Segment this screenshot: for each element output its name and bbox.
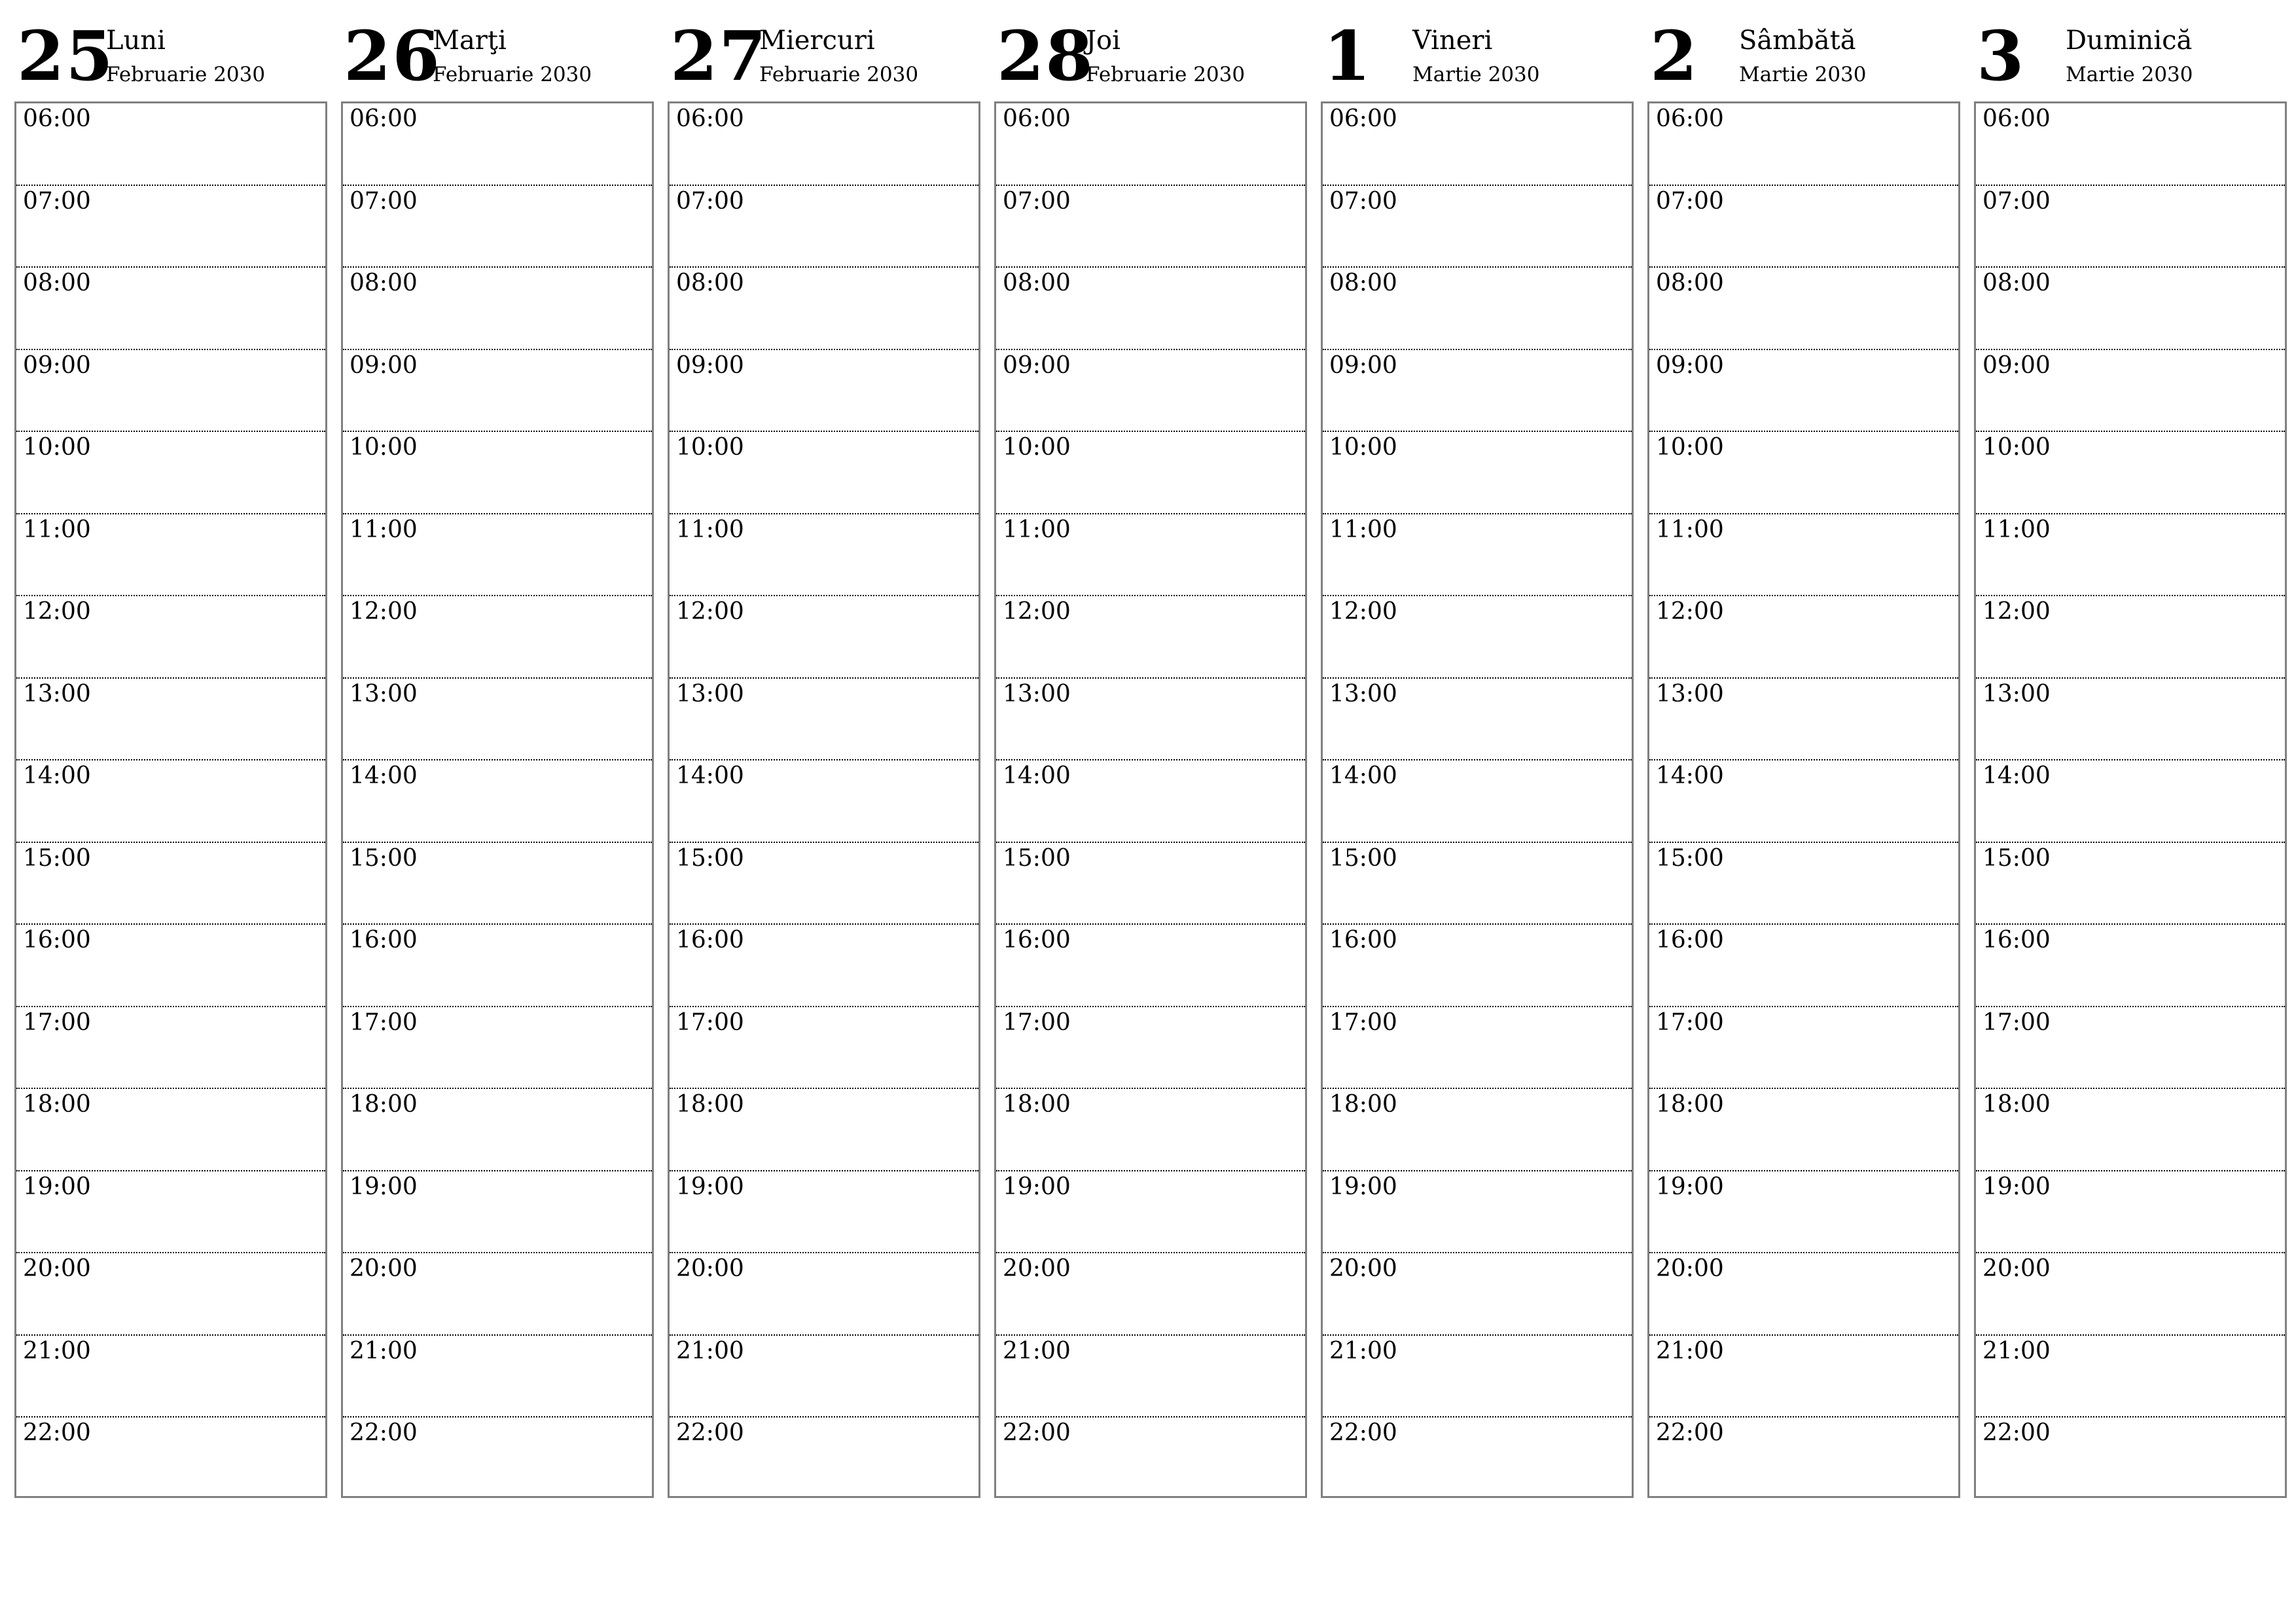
time-label: 15:00: [1656, 844, 1724, 872]
time-label: 10:00: [1329, 434, 1397, 461]
time-slot: [670, 843, 978, 925]
time-slot: [16, 843, 325, 925]
time-slot: [1649, 268, 1958, 350]
time-slot: [16, 103, 325, 186]
time-slot: [1976, 103, 2285, 186]
time-slot: [996, 760, 1305, 843]
time-slot: [996, 1007, 1305, 1090]
time-label: 12:00: [23, 598, 91, 625]
time-label: 14:00: [1982, 762, 2051, 789]
time-slot: [1323, 1007, 1632, 1090]
time-slot: [996, 596, 1305, 679]
time-slot: [16, 1089, 325, 1171]
day-number: 28: [997, 16, 1094, 96]
time-label: 09:00: [1329, 351, 1397, 379]
time-label: 19:00: [676, 1173, 744, 1200]
time-slot: [1323, 760, 1632, 843]
time-slot: [670, 350, 978, 433]
time-label: 16:00: [1329, 927, 1397, 954]
time-label: 06:00: [350, 105, 418, 132]
time-slot: [1323, 514, 1632, 597]
time-slot: [1649, 1336, 1958, 1418]
time-label: 11:00: [23, 516, 91, 543]
time-label: 16:00: [350, 927, 418, 954]
time-label: 12:00: [350, 598, 418, 625]
time-label: 15:00: [1982, 844, 2051, 872]
time-slot: [1976, 514, 2285, 597]
time-slot: [670, 1418, 978, 1500]
day-schedule-box: [1321, 101, 1634, 1498]
time-slot: [16, 596, 325, 679]
time-label: 06:00: [1656, 105, 1724, 132]
day-number: 3: [1977, 16, 2026, 96]
time-label: 09:00: [1982, 351, 2051, 379]
time-label: 22:00: [23, 1419, 91, 1446]
time-label: 15:00: [350, 844, 418, 872]
time-label: 09:00: [1003, 351, 1071, 379]
time-label: 18:00: [1003, 1091, 1071, 1118]
time-slot: [1323, 1418, 1632, 1500]
time-slot: [343, 1171, 652, 1254]
time-label: 20:00: [23, 1255, 91, 1282]
time-label: 06:00: [676, 105, 744, 132]
day-header: [1636, 0, 1948, 98]
time-label: 19:00: [1003, 1173, 1071, 1200]
time-slot: [1323, 843, 1632, 925]
time-slot: [1649, 514, 1958, 597]
time-label: 17:00: [1656, 1008, 1724, 1036]
time-slot: [1649, 350, 1958, 433]
time-label: 08:00: [1003, 270, 1071, 296]
time-label: 14:00: [676, 762, 744, 789]
time-label: 10:00: [1656, 434, 1724, 461]
time-label: 22:00: [1329, 1419, 1397, 1446]
time-label: 17:00: [1003, 1008, 1071, 1036]
time-slot: [16, 1253, 325, 1336]
time-slot: [1976, 268, 2285, 350]
time-label: 17:00: [1329, 1008, 1397, 1036]
time-label: 16:00: [676, 927, 744, 954]
time-slot: [1649, 103, 1958, 186]
time-slot: [16, 268, 325, 350]
time-label: 21:00: [1329, 1337, 1397, 1364]
time-label: 15:00: [1329, 844, 1397, 872]
time-label: 06:00: [1003, 105, 1071, 132]
time-label: 21:00: [676, 1337, 744, 1364]
day-name: Luni: [106, 26, 166, 56]
time-slot: [1323, 103, 1632, 186]
time-slot: [1323, 1336, 1632, 1418]
time-label: 18:00: [23, 1091, 91, 1118]
time-label: 21:00: [1003, 1337, 1071, 1364]
time-label: 21:00: [1656, 1337, 1724, 1364]
time-slot: [16, 432, 325, 514]
time-label: 12:00: [1982, 598, 2051, 625]
day-name: Joi: [1086, 26, 1121, 56]
time-slot: [670, 432, 978, 514]
time-slot: [16, 679, 325, 761]
day-schedule-box: [994, 101, 1307, 1498]
time-slot: [1649, 1171, 1958, 1254]
time-label: 06:00: [1982, 105, 2051, 132]
time-slot: [1976, 679, 2285, 761]
day-number: 1: [1323, 16, 1372, 96]
time-slot: [343, 103, 652, 186]
time-label: 16:00: [1656, 927, 1724, 954]
time-label: 11:00: [1656, 516, 1724, 543]
day-name: Duminică: [2066, 26, 2193, 56]
time-label: 20:00: [1003, 1255, 1071, 1282]
time-slot: [343, 1007, 652, 1090]
time-label: 20:00: [1329, 1255, 1397, 1282]
time-label: 15:00: [23, 844, 91, 872]
day-name: Sâmbătă: [1739, 26, 1856, 56]
time-label: 07:00: [1003, 187, 1071, 215]
time-slot: [670, 1007, 978, 1090]
time-label: 07:00: [23, 187, 91, 215]
day-name: Marţi: [433, 26, 507, 56]
time-slot: [996, 514, 1305, 597]
time-label: 17:00: [350, 1008, 418, 1036]
day-header: [982, 0, 1295, 98]
time-slot: [996, 843, 1305, 925]
time-slot: [670, 760, 978, 843]
day-month: Martie 2030: [2066, 63, 2193, 86]
time-label: 13:00: [350, 680, 418, 707]
time-slot: [343, 843, 652, 925]
time-label: 20:00: [350, 1255, 418, 1282]
day-month: Martie 2030: [1739, 63, 1867, 86]
time-label: 11:00: [1003, 516, 1071, 543]
day-month: Februarie 2030: [759, 63, 919, 86]
time-slot: [670, 186, 978, 268]
time-label: 11:00: [676, 516, 744, 543]
time-label: 13:00: [1982, 680, 2051, 707]
time-slot: [670, 1253, 978, 1336]
time-slot: [996, 1253, 1305, 1336]
time-slot: [1649, 679, 1958, 761]
time-label: 22:00: [1003, 1419, 1071, 1446]
time-slot: [670, 1336, 978, 1418]
time-slot: [1323, 350, 1632, 433]
time-slot: [996, 1336, 1305, 1418]
time-label: 14:00: [1329, 762, 1397, 789]
time-label: 22:00: [1982, 1419, 2051, 1446]
time-slot: [1323, 925, 1632, 1007]
time-label: 19:00: [1982, 1173, 2051, 1200]
time-slot: [670, 679, 978, 761]
time-label: 19:00: [1329, 1173, 1397, 1200]
time-slot: [1323, 1171, 1632, 1254]
time-slot: [343, 186, 652, 268]
day-schedule-box: [1974, 101, 2287, 1498]
time-label: 10:00: [676, 434, 744, 461]
time-slot: [16, 350, 325, 433]
time-label: 13:00: [23, 680, 91, 707]
time-slot: [343, 514, 652, 597]
time-slot: [996, 103, 1305, 186]
time-slot: [996, 350, 1305, 433]
time-slot: [1649, 1089, 1958, 1171]
time-slot: [670, 268, 978, 350]
day-number: 26: [344, 16, 441, 96]
time-label: 06:00: [23, 105, 91, 132]
time-slot: [16, 1418, 325, 1500]
time-slot: [996, 925, 1305, 1007]
time-slot: [1323, 1089, 1632, 1171]
time-slot: [670, 1089, 978, 1171]
day-number: 27: [670, 16, 768, 96]
time-slot: [343, 1253, 652, 1336]
day-schedule-box: [14, 101, 327, 1498]
time-label: 13:00: [1003, 680, 1071, 707]
time-slot: [16, 1007, 325, 1090]
time-slot: [1976, 925, 2285, 1007]
time-slot: [1649, 1253, 1958, 1336]
time-slot: [1976, 1253, 2285, 1336]
time-label: 13:00: [1329, 680, 1397, 707]
time-slot: [1323, 1253, 1632, 1336]
time-label: 08:00: [23, 270, 91, 296]
time-slot: [343, 925, 652, 1007]
time-label: 10:00: [23, 434, 91, 461]
time-slot: [343, 596, 652, 679]
time-slot: [1323, 268, 1632, 350]
time-label: 15:00: [1003, 844, 1071, 872]
time-label: 18:00: [1982, 1091, 2051, 1118]
time-label: 14:00: [350, 762, 418, 789]
time-label: 14:00: [23, 762, 91, 789]
time-slot: [996, 432, 1305, 514]
time-label: 21:00: [1982, 1337, 2051, 1364]
time-label: 10:00: [350, 434, 418, 461]
time-slot: [1976, 596, 2285, 679]
time-label: 17:00: [23, 1008, 91, 1036]
day-header: [1309, 0, 1622, 98]
day-header: [656, 0, 969, 98]
time-slot: [1976, 350, 2285, 433]
time-label: 11:00: [1329, 516, 1397, 543]
time-label: 18:00: [350, 1091, 418, 1118]
time-slot: [670, 103, 978, 186]
time-slot: [343, 679, 652, 761]
time-label: 08:00: [676, 270, 744, 296]
time-slot: [343, 1336, 652, 1418]
time-label: 18:00: [676, 1091, 744, 1118]
day-schedule-box: [341, 101, 654, 1498]
time-slot: [1976, 186, 2285, 268]
time-label: 19:00: [350, 1173, 418, 1200]
time-slot: [1649, 186, 1958, 268]
day-number: 2: [1650, 16, 1699, 96]
time-label: 07:00: [1329, 187, 1397, 215]
time-slot: [1649, 843, 1958, 925]
time-slot: [670, 514, 978, 597]
time-slot: [996, 1089, 1305, 1171]
time-slot: [1976, 1336, 2285, 1418]
time-slot: [1649, 760, 1958, 843]
time-slot: [16, 186, 325, 268]
time-slot: [1976, 1418, 2285, 1500]
time-label: 08:00: [1329, 270, 1397, 296]
time-label: 14:00: [1656, 762, 1724, 789]
day-schedule-box: [668, 101, 980, 1498]
time-slot: [343, 1418, 652, 1500]
time-slot: [1323, 679, 1632, 761]
time-label: 22:00: [1656, 1419, 1724, 1446]
time-label: 20:00: [676, 1255, 744, 1282]
time-slot: [996, 186, 1305, 268]
time-slot: [16, 760, 325, 843]
time-slot: [1323, 186, 1632, 268]
time-slot: [670, 596, 978, 679]
time-slot: [996, 1418, 1305, 1500]
time-slot: [1649, 596, 1958, 679]
time-label: 12:00: [676, 598, 744, 625]
time-slot: [1976, 760, 2285, 843]
time-slot: [670, 1171, 978, 1254]
day-month: Februarie 2030: [106, 63, 266, 86]
day-name: Miercuri: [759, 26, 875, 56]
time-label: 22:00: [350, 1419, 418, 1446]
time-label: 16:00: [1982, 927, 2051, 954]
time-label: 13:00: [676, 680, 744, 707]
time-slot: [343, 760, 652, 843]
time-slot: [16, 514, 325, 597]
time-label: 07:00: [350, 187, 418, 215]
time-label: 14:00: [1003, 762, 1071, 789]
time-label: 20:00: [1656, 1255, 1724, 1282]
day-month: Martie 2030: [1412, 63, 1540, 86]
time-label: 16:00: [23, 927, 91, 954]
time-label: 08:00: [1982, 270, 2051, 296]
time-label: 07:00: [676, 187, 744, 215]
time-slot: [343, 432, 652, 514]
time-slot: [1976, 432, 2285, 514]
time-slot: [1976, 1171, 2285, 1254]
time-label: 17:00: [1982, 1008, 2051, 1036]
day-number: 25: [17, 16, 115, 96]
time-label: 06:00: [1329, 105, 1397, 132]
time-label: 18:00: [1329, 1091, 1397, 1118]
time-slot: [1976, 1007, 2285, 1090]
time-label: 12:00: [1003, 598, 1071, 625]
time-label: 18:00: [1656, 1091, 1724, 1118]
time-slot: [343, 268, 652, 350]
time-slot: [16, 925, 325, 1007]
time-slot: [16, 1336, 325, 1418]
day-header: [3, 0, 315, 98]
time-label: 08:00: [350, 270, 418, 296]
time-label: 10:00: [1003, 434, 1071, 461]
time-slot: [1649, 925, 1958, 1007]
time-slot: [1649, 432, 1958, 514]
time-label: 07:00: [1656, 187, 1724, 215]
time-slot: [1649, 1007, 1958, 1090]
time-label: 12:00: [1656, 598, 1724, 625]
time-label: 19:00: [1656, 1173, 1724, 1200]
time-label: 11:00: [350, 516, 418, 543]
day-name: Vineri: [1412, 26, 1493, 56]
day-header: [1962, 0, 2275, 98]
time-label: 13:00: [1656, 680, 1724, 707]
day-month: Februarie 2030: [433, 63, 592, 86]
time-label: 09:00: [1656, 351, 1724, 379]
time-label: 22:00: [676, 1419, 744, 1446]
time-label: 12:00: [1329, 598, 1397, 625]
time-label: 09:00: [23, 351, 91, 379]
time-slot: [996, 679, 1305, 761]
time-label: 09:00: [676, 351, 744, 379]
time-slot: [1976, 843, 2285, 925]
time-slot: [996, 1171, 1305, 1254]
time-slot: [1323, 432, 1632, 514]
day-schedule-box: [1647, 101, 1960, 1498]
time-label: 11:00: [1982, 516, 2051, 543]
time-slot: [343, 350, 652, 433]
time-slot: [16, 1171, 325, 1254]
day-header: [329, 0, 642, 98]
time-slot: [670, 925, 978, 1007]
time-slot: [1323, 596, 1632, 679]
day-month: Februarie 2030: [1086, 63, 1246, 86]
time-slot: [343, 1089, 652, 1171]
time-slot: [996, 268, 1305, 350]
time-label: 19:00: [23, 1173, 91, 1200]
time-label: 09:00: [350, 351, 418, 379]
time-label: 17:00: [676, 1008, 744, 1036]
time-slot: [1649, 1418, 1958, 1500]
time-label: 16:00: [1003, 927, 1071, 954]
time-label: 21:00: [350, 1337, 418, 1364]
time-label: 10:00: [1982, 434, 2051, 461]
time-slot: [1976, 1089, 2285, 1171]
time-label: 15:00: [676, 844, 744, 872]
time-label: 07:00: [1982, 187, 2051, 215]
time-label: 08:00: [1656, 270, 1724, 296]
time-label: 20:00: [1982, 1255, 2051, 1282]
time-label: 21:00: [23, 1337, 91, 1364]
